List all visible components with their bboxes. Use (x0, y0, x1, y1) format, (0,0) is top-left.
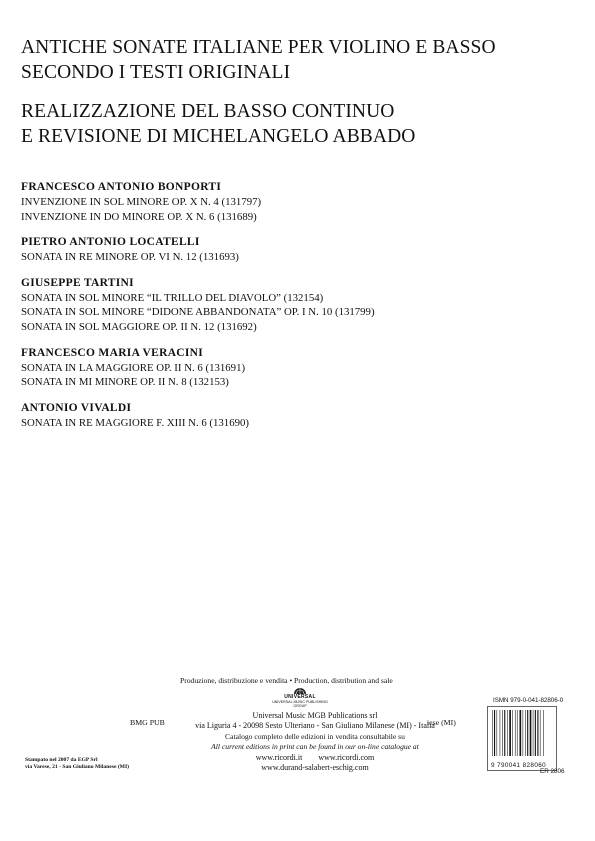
edition-code: ER 2806 (540, 768, 565, 775)
editor-title-line-1: REALIZZAZIONE DEL BASSO CONTINUO (21, 101, 395, 122)
logo-wordmark: UNIVERSAL (284, 694, 316, 700)
ismn-number: ISMN 979-0-041-82806-0 (493, 697, 564, 704)
address-overlap-text: iese (MI) (427, 718, 456, 727)
work-item: SONATA IN SOL MINORE “IL TRILLO DEL DIAVOLO” (132154) (21, 291, 324, 304)
printer-line-2: via Varese, 21 - San Giuliano Milanese (MI) (25, 764, 130, 770)
publisher-address: via Liguria 4 - 20098 Sesto Ulteriano - San Giuliano Milanese (MI) - Italia (195, 721, 435, 731)
work-item: SONATA IN RE MAGGIORE F. XIII N. 6 (131690) (21, 416, 249, 429)
barcode-block (487, 697, 564, 771)
series-title-line-2: SECONDO I TESTI ORIGINALI (21, 62, 291, 83)
publisher-name: Universal Music MGB Publications srl (252, 711, 378, 720)
catalogue-note-en: All current editions in print can be found in our on-line catalogue at (211, 742, 419, 752)
composer-group (21, 235, 581, 265)
title-block (21, 35, 581, 149)
composer-group (21, 276, 581, 335)
work-item: SONATA IN SOL MAGGIORE OP. II N. 12 (131692) (21, 320, 257, 333)
composer-group (21, 401, 581, 431)
composer-name: PIETRO ANTONIO LOCATELLI (21, 236, 200, 249)
composer-name: FRANCESCO ANTONIO BONPORTI (21, 181, 222, 193)
composer-group (21, 180, 581, 224)
logo-subtitle: UNIVERSAL MUSIC PUBLISHING GROUP (272, 700, 328, 708)
website-link-durand: www.durand-salabert-eschig.com (261, 763, 369, 773)
work-item: SONATA IN RE MINORE OP. VI N. 12 (131693) (21, 251, 239, 264)
production-note: Produzione, distribuzione e vendita • Production, distribution and sale (180, 676, 393, 685)
barcode (487, 706, 557, 771)
barcode-digits: 9 790041 828060 (491, 762, 547, 769)
work-item: SONATA IN LA MAGGIORE OP. II N. 6 (131691) (21, 361, 246, 374)
composer-name: GIUSEPPE TARTINI (21, 276, 134, 289)
website-links: www.ricordi.it www.ricordi.com (255, 752, 375, 762)
globe-icon (293, 687, 307, 694)
work-item: SONATA IN MI MINORE OP. II N. 8 (132153) (21, 376, 229, 389)
works-list (21, 180, 581, 441)
printer-note (25, 757, 129, 771)
work-item: INVENZIONE IN DO MINORE OP. X N. 6 (131689) (21, 210, 257, 223)
composer-name: ANTONIO VIVALDI (21, 401, 132, 414)
bmg-label: BMG PUB (130, 718, 165, 727)
publisher-logo (268, 687, 332, 708)
work-item: SONATA IN SOL MINORE “DIDONE ABBANDONATA” OP. I N. 10 (131799) (21, 306, 375, 319)
barcode-icon (491, 710, 547, 756)
catalogue-note-it: Catalogo completo delle edizioni in vendita consultabile su (225, 731, 405, 741)
series-title-line-1: ANTICHE SONATE ITALIANE PER VIOLINO E BASSO (21, 37, 496, 58)
composer-group (21, 346, 581, 390)
composer-name: FRANCESCO MARIA VERACINI (21, 346, 204, 359)
publisher-info (170, 711, 460, 773)
printer-line-1: Stampato nel 2007 da EGP Srl (25, 757, 98, 763)
work-item: INVENZIONE IN SOL MINORE OP. X N. 4 (131797) (21, 196, 262, 208)
editor-title-line-2: E REVISIONE DI MICHELANGELO ABBADO (21, 126, 416, 147)
